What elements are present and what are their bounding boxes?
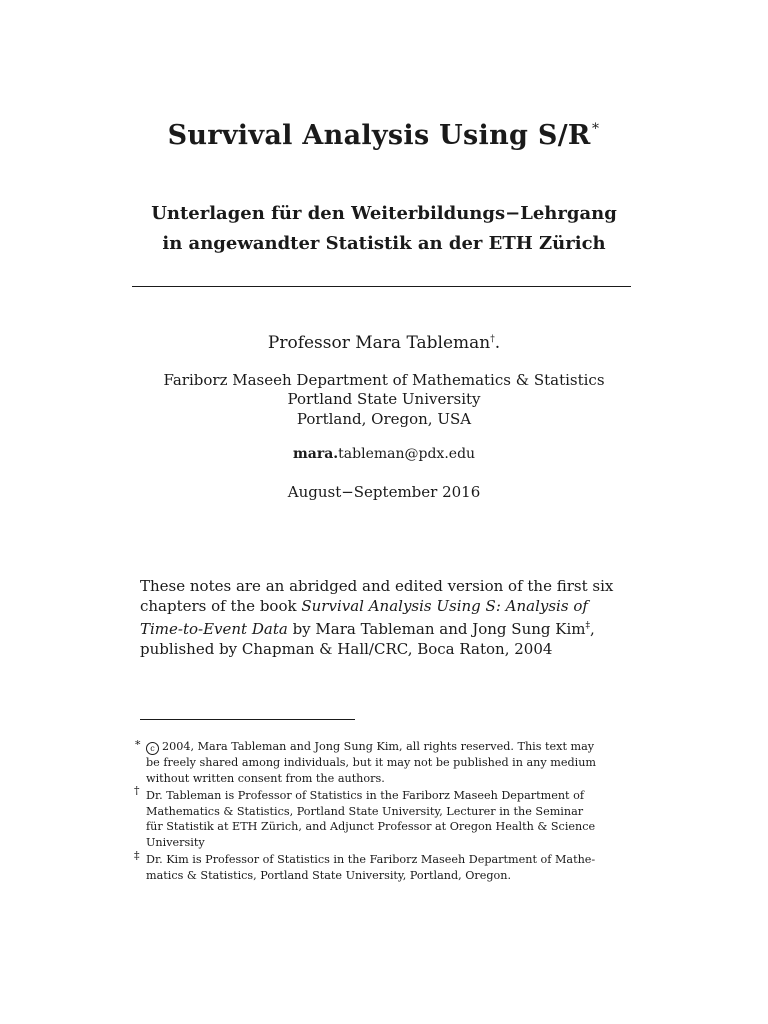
footnote-2-line-4: University [146, 835, 205, 849]
abstract-line-3 [140, 616, 640, 639]
email-user: mara. [292, 446, 339, 462]
footnote-1-line-3: without written consent from the authors. [146, 771, 385, 785]
book-title-part-1: Survival Analysis Using S: Analysis of [301, 597, 588, 615]
footnote-2-line-3: für Statistik at ETH Zürich, and Adjunct Professor at Oregon Health & Science [146, 820, 596, 833]
subtitle-line-1: Unterlagen für den Weiterbildungs−Lehrgang [151, 203, 617, 224]
footnote-3-mark: ‡ [134, 849, 140, 862]
author-footnote-mark: † [490, 334, 495, 345]
footnote-3-line-2: matics & Statistics, Portland State University, Portland, Oregon. [146, 868, 512, 882]
footnote-1-mark: ∗ [134, 736, 142, 749]
abstract-line-4: published by Chapman & Hall/CRC, Boca Raton, 2004 [140, 640, 553, 658]
abstract-paragraph [140, 576, 640, 659]
abstract-line-3-end: , [590, 620, 595, 638]
footnote-2-line-1: Dr. Tableman is Professor of Statistics in the Fariborz Maseeh Department of [146, 789, 584, 802]
abstract-line-2-text: chapters of the book [140, 597, 302, 615]
email-domain: tableman@pdx.edu [338, 446, 476, 462]
footnote-1-line-2: be freely shared among individuals, but it may not be published in any medium [146, 756, 597, 769]
affiliation-line-2: Portland State University [287, 390, 481, 408]
footnote-1-line-1-text: 2004, Mara Tableman and Jong Sung Kim, all rights reserved. This text may [162, 740, 595, 753]
footnote-2-line-2: Mathematics & Statistics, Portland State University, Lecturer in the Seminar [146, 804, 584, 818]
abstract-line-1: These notes are an abridged and edited version of the first six [140, 577, 614, 595]
author-suffix: . [494, 333, 501, 353]
subtitle-line-2: in angewandter Statistik an der ETH Zürich [162, 233, 606, 254]
footnote-3 [146, 852, 636, 883]
email-address[interactable] [0, 446, 768, 462]
affiliation-line-1: Fariborz Maseeh Department of Mathematics & Statistics [163, 371, 605, 389]
copyright-icon: c [146, 742, 159, 755]
document-title [0, 120, 768, 151]
author-line [0, 333, 768, 353]
footnote-rule [140, 719, 355, 720]
book-title-part-2: Time-to-Event Data [140, 620, 288, 638]
abstract-line-2 [140, 596, 640, 616]
footnote-1 [146, 739, 636, 786]
footnote-2 [146, 788, 636, 850]
title-text: Survival Analysis Using S/R [167, 120, 591, 151]
abstract-line-3-text: by Mara Tableman and Jong Sung Kim [287, 620, 586, 638]
document-date: August−September 2016 [287, 483, 481, 501]
coauthor-footnote-mark: ‡ [585, 621, 590, 631]
title-rule [132, 286, 631, 287]
footnote-3-line-1: Dr. Kim is Professor of Statistics in the Fariborz Maseeh Department of Mathe- [146, 853, 596, 866]
footnote-1-line-1 [146, 739, 636, 755]
title-footnote-mark: ∗ [590, 118, 601, 134]
author-name: Professor Mara Tableman [267, 333, 491, 353]
footnote-2-mark: † [134, 784, 140, 797]
affiliation-line-3: Portland, Oregon, USA [296, 410, 472, 428]
